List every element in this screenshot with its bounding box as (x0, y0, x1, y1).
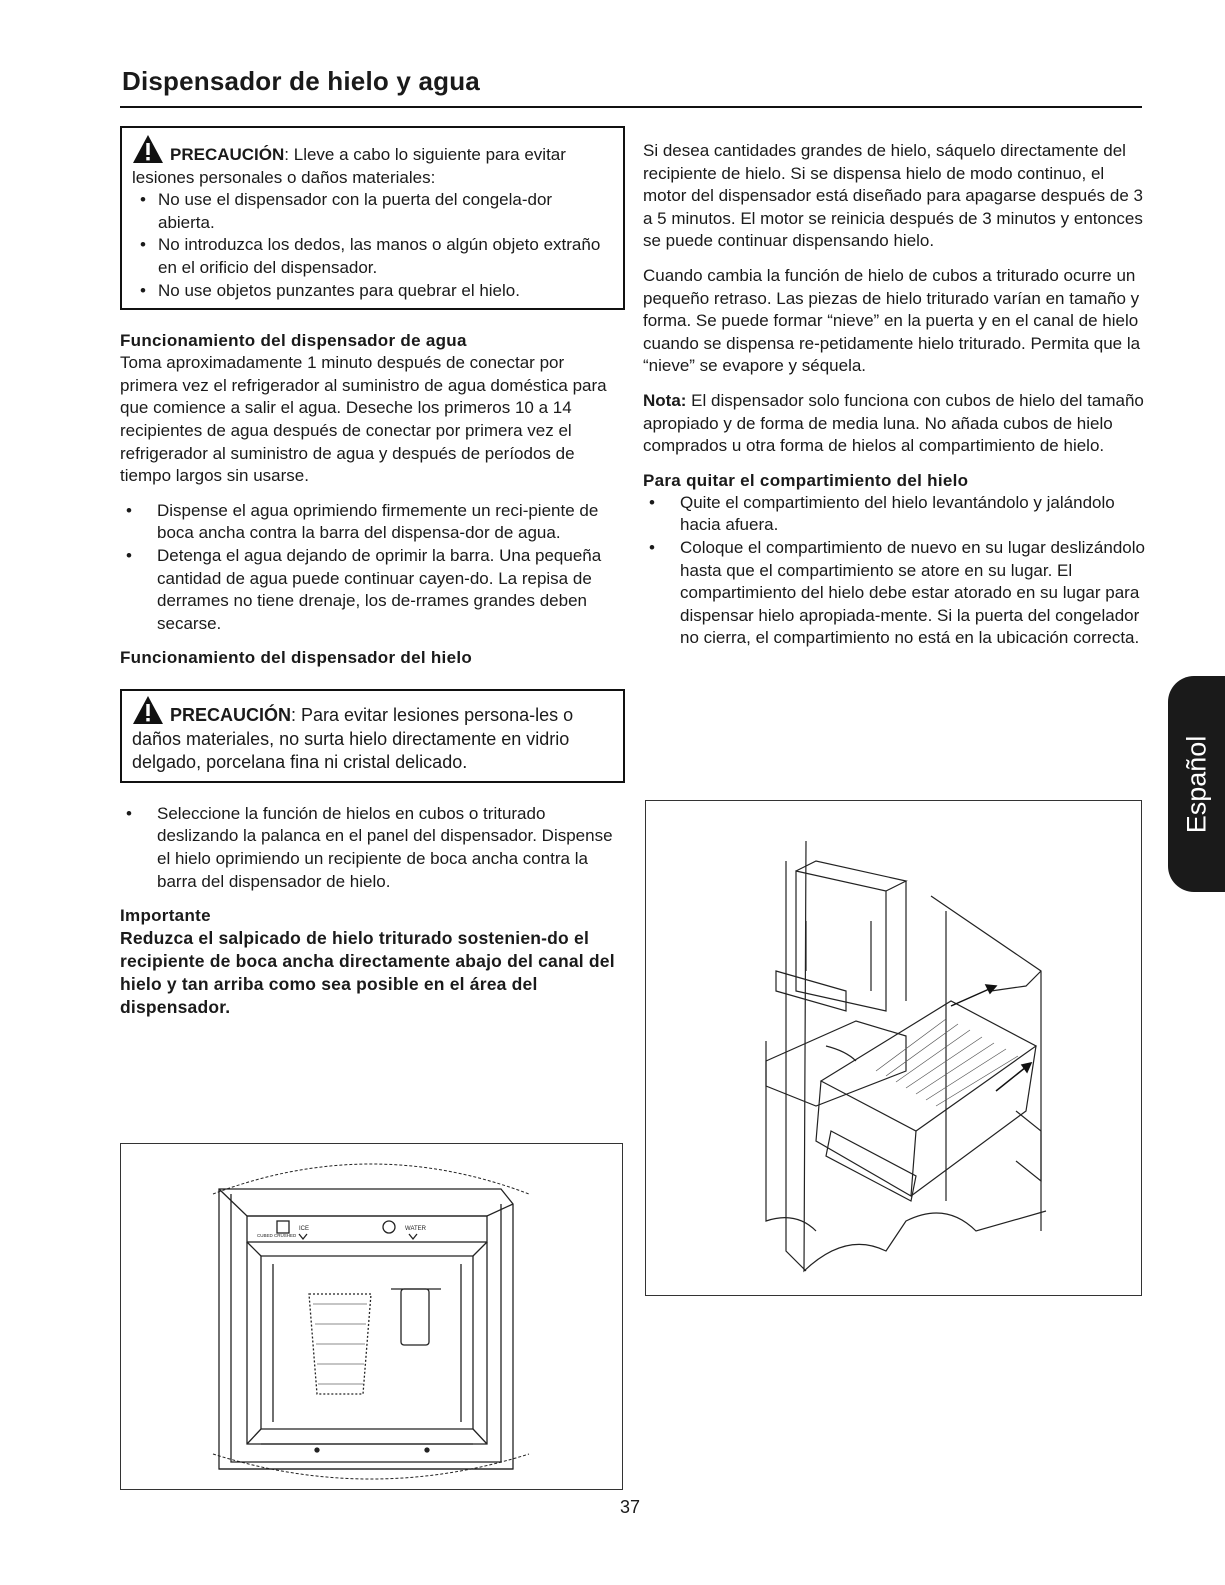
warning-triangle-icon (132, 134, 164, 164)
water-dispenser-body: Toma aproximadamente 1 minuto después de conectar por primera vez el refrigerador al suministro de agua doméstica para que comience a salir el agua. Deseche los primeros 10 a 14 recipientes de agua después de conectar por primera vez el refrigerador al suministro de agua y después de períodos de tiempo largos sin usarse. (120, 353, 607, 486)
remove-bin-heading: Para quitar el compartimiento del hielo (643, 470, 969, 490)
caution-list (132, 189, 613, 302)
water-dispenser-heading: Funcionamiento del dispensador de agua (120, 331, 467, 351)
list-item: • No use el dispensador con la puerta del congela-dor abierta. (132, 189, 613, 234)
list-item: • Detenga el agua dejando de oprimir la barra. Una pequeña cantidad de agua puede continuar cayen-do. La repisa de derrames no tiene drenaje, los de-rrames grandes deben secarse. (120, 545, 625, 635)
caution-intro: : Lleve a cabo lo siguiente para evitar lesiones personales o daños materiales: (132, 145, 566, 187)
ice-label: ICE (299, 1226, 310, 1232)
note-text: El dispensador solo funciona con cubos de hielo del tamaño apropiado y de forma de media luna. No añada cubos de hielo comprados u otra forma de hielos al compartimiento de hielo. (643, 390, 1144, 456)
ice-dispenser-list (120, 803, 625, 893)
left-column (120, 126, 625, 1019)
ice-bin-drawing (646, 801, 1141, 1295)
important-text: Reduzca el salpicado de hielo triturado sostenien-do el recipiente de boca ancha directamente abajo del canal del hielo y tan arriba como sea posible en el área del dispensador. (120, 928, 615, 1018)
right-column (643, 140, 1145, 650)
note-paragraph (643, 390, 1145, 458)
list-item: • No use objetos punzantes para quebrar el hielo. (132, 280, 613, 303)
caution-box-glass (120, 689, 625, 783)
title-rule (120, 106, 1142, 108)
water-dispenser-list (120, 500, 625, 636)
ice-dispenser-heading: Funcionamiento del dispensador del hielo (120, 648, 473, 668)
water-label: WATER (405, 1226, 426, 1232)
page-number: 37 (619, 1497, 641, 1517)
list-item: • Quite el compartimiento del hielo levantándolo y jalándolo hacia afuera. (643, 492, 1145, 537)
caution-box-personal-injury (120, 126, 625, 310)
dispenser-front-drawing (121, 1144, 622, 1489)
dispenser-illustration (120, 1143, 623, 1490)
list-item: • Dispense el agua oprimiendo firmemente un reci-piente de boca ancha contra la barra del dispensa-dor de agua. (120, 500, 625, 545)
list-item: • No introduzca los dedos, las manos o algún objeto extraño en el orificio del dispensador. (132, 234, 613, 279)
page-title: Dispensador de hielo y agua (122, 66, 480, 96)
warning-triangle-icon (132, 695, 164, 725)
language-tab-label: Español (1181, 735, 1212, 833)
important-heading: Importante (120, 906, 211, 926)
list-item: • Coloque el compartimiento de nuevo en su lugar deslizándolo hasta que el compartimiento se atore en su lugar. El compartimiento del hielo debe estar atorado en su lugar para dispensar hielo apropiada-mente. Si la puerta del congelador no cierra, el compartimiento no está en la ubicación correcta. (643, 537, 1145, 650)
mode-label: CUBED CRUSHED (257, 1233, 297, 1238)
note-label: Nota: (643, 390, 687, 410)
caution-label: PRECAUCIÓN (170, 145, 285, 164)
language-tab (1168, 676, 1225, 892)
list-item: • Seleccione la función de hielos en cubos o triturado deslizando la palanca en el panel del dispensador. Dispense el hielo oprimiendo un recipiente de boca ancha contra la barra del dispensador de hielo. (120, 803, 625, 893)
ice-bin-illustration (645, 800, 1142, 1296)
caution-label: PRECAUCIÓN (170, 705, 292, 726)
large-ice-paragraph: Si desea cantidades grandes de hielo, sáquelo directamente del recipiente de hielo. Si se dispensa hielo de modo continuo, el motor del dispensador está diseñado para apagarse después de 3 a 5 minutos. El motor se reinicia después de 3 minutos y entonces se puede continuar dispensando hielo. (643, 141, 1143, 251)
crushed-ice-paragraph: Cuando cambia la función de hielo de cubos a triturado ocurre un pequeño retraso. Las piezas de hielo triturado varían en tamaño y forma. Se puede formar “nieve” en la puerta y en el canal de hielo cuando se dispensa re-petidamente hielo triturado. Permita que la “nieve” se evapore y séquela. (643, 265, 1141, 376)
remove-bin-list (643, 492, 1145, 650)
caution-text: : Para evitar lesiones persona-les o daños materiales, no surta hielo directamente en vidrio delgado, porcelana fina ni cristal delicado. (132, 705, 574, 773)
